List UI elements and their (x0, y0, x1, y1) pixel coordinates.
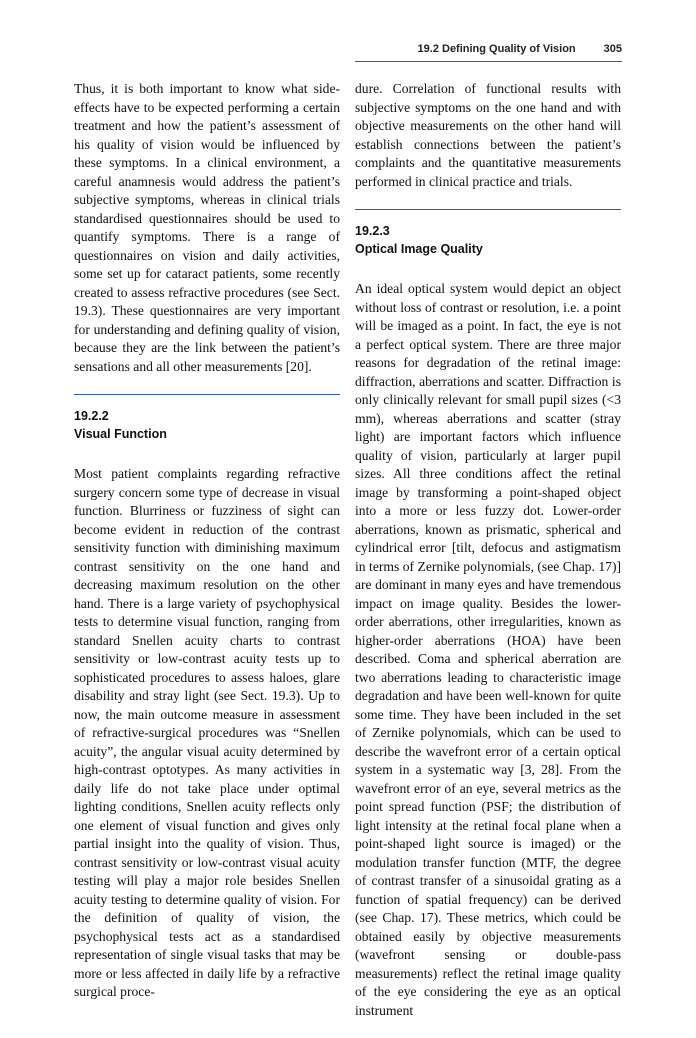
running-head (418, 43, 622, 55)
section-title: Optical Image Quality (355, 242, 483, 256)
section-heading (74, 394, 340, 443)
paragraph: Thus, it is both important to know what side-effects have to be expected performing a certain treatment and how the patient’s assessment of his quality of vision would be influenced by these symptoms. In a clinical environment, a careful anamnesis would address the patient’s subjective symptoms, whereas in clinical trials standardised questionnaires should be used to quantify symptoms. There is a range of questionnaires on vision and daily activities, some set up for cataract patients, some recently created to assess refractive procedures (see Sect. 19.3). These questionnaires are very important for understanding and defining quality of vision, because they are the link between the patient’s sensations and all other measurements [20]. (74, 81, 340, 374)
page-number: 305 (603, 43, 622, 55)
left-column (74, 80, 340, 1020)
section-heading (355, 209, 621, 258)
section-rule (74, 394, 340, 395)
section-number: 19.2.2 (74, 409, 109, 423)
section-number: 19.2.3 (355, 224, 390, 238)
running-head-section: 19.2 Defining Quality of Vision (417, 43, 576, 55)
section-title: Visual Function (74, 427, 167, 441)
right-column (355, 80, 621, 1038)
paragraph: An ideal optical system would depict an object without loss of contrast or resolution, i.e. a point will be imaged as a point. In fact, the eye is not a perfect optical system. There are three major reasons for degradation of the retinal image: diffraction, aberrations and scatter. Diffraction is only clinically relevant for small pupil sizes (<3 mm), whereas aberrations and scatter (stray light) are important factors which influence quality of vision, particularly at larger pupil sizes. All three conditions affect the retinal image by transforming a point-shaped object into a more or less fuzzy dot. Lower-order aberrations, known as prismatic, spherical and cylindrical error [tilt, defocus and astigmatism in terms of Zernike polynomials, (see Chap. 17)] are dominant in many eyes and have tremendous impact on image quality. Besides the lower-order aberrations, other irregularities, known as higher-order aberrations (HOA) have been described. Coma and spherical aberration are two aberrations leading to characteristic image degradation and have been well-known for quite some time. They have been included in the set of Zernike polynomials, which can be used to describe the wavefront error of a certain optical system in a systematic way [3, 28]. From the wavefront error of an eye, several metrics as the point spread function (PSF; the distribution of light intensity at the retinal focal plane when a point-shaped light source is imaged) or the modulation transfer function (MTF, the degree of contrast transfer of a sinusoidal grating as a function of spatial frequency) can be derived (see Chap. 17). These metrics, which could be obtained easily by objective measurements (wavefront sensing or double-pass measurements) reflect the retinal image quality of the eye considering the eye as an optical instrument (355, 281, 621, 1018)
section-rule (355, 209, 621, 210)
paragraph: Most patient complaints regarding refractive surgery concern some type of decrease in visual function. Blurriness or fuzziness of sight can become evident in reduction of the contrast sensitivity function with diminishing maximum contrast sensitivity on the one hand and decreasing maximum resolution on the other hand. There is a large variety of psychophysical tests to determine visual function, ranging from standard Snellen acuity charts to contrast sensitivity or low-contrast acuity tests up to sophisticated procedures to assess haloes, glare disability and stray light (see Sect. 19.3). Up to now, the main outcome measure in assessment of refractive-surgical procedures was “Snellen acuity”, the angular visual acuity determined by high-contrast optotypes. As many activities in daily life do not take place under optimal lighting conditions, Snellen acuity reflects only one element of visual function and gives only partial insight into the quality of vision. Thus, contrast sensitivity or low-contrast visual acuity testing will play a major role besides Snellen acuity testing to determine quality of vision. For the definition of quality of vision, the psychophysical tests act as a standardised representation of single visual tasks that may be more or less affected in daily life by a refractive surgical proce- (74, 466, 340, 999)
paragraph: dure. Correlation of functional results with subjective symptoms on the one hand and with objective measurements on the other hand will establish connections between the patient’s complaints and the quantitative measurements performed in clinical practice and trials. (355, 81, 621, 189)
header-rule (355, 61, 622, 62)
